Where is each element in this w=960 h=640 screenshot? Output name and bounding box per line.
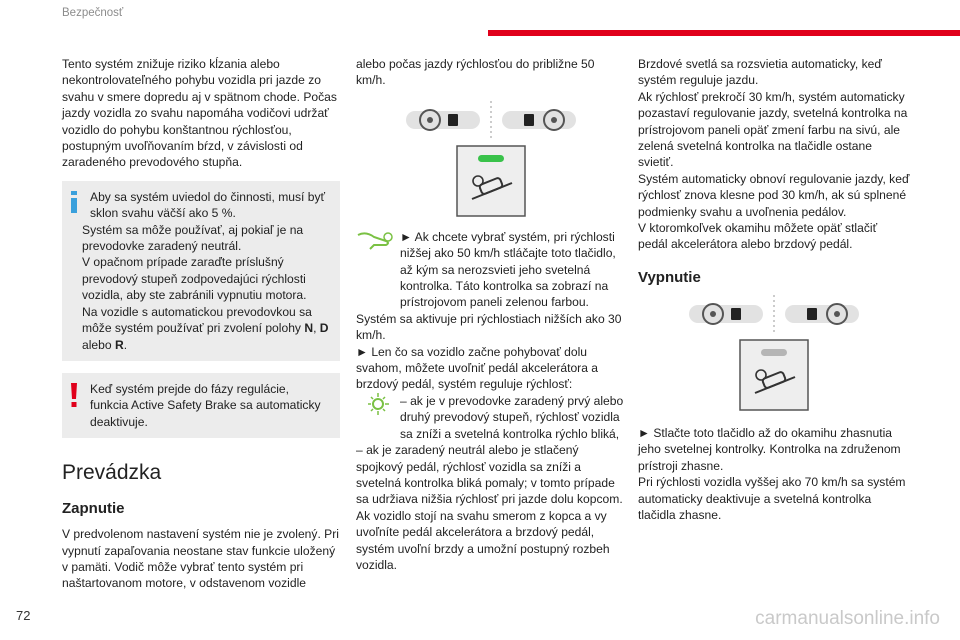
step-activate-text: ► Ak chcete vybrať systém, pri rýchlosti nižšej ako 50 km/h stláčajte toto tlačidlo, až kým sa nerozsvieti jeho svetelná kontrolka. Táto kontrolka sa zobrazí na prístrojovom paneli zelenou farbou. [400, 229, 616, 310]
steering-wheel-right-icon [500, 103, 578, 137]
hill-descent-button-off-icon [739, 339, 809, 411]
blinking-light-icon [356, 393, 396, 419]
step-activate [356, 229, 626, 311]
over-30-text: Ak rýchlosť prekročí 30 km/h, systém automaticky pozastaví regulovanie jazdy, svetelná kontrolka na prístrojovom paneli opäť zmení farbu na sivú, ale zelená svetelná kontrolka na tlačidle ostane svietiť. [638, 89, 908, 170]
activation-speed-text: Systém sa aktivuje pri rýchlostiach nižších ako 30 km/h. [356, 311, 622, 343]
hdc-button-on-figure [356, 145, 626, 217]
gear-n: N [304, 321, 314, 336]
dash-first-gear-text: – ak je v prevodovke zaradený prvý alebo druhý prevodový stupeň, rýchlosť vozidla sa zníži a svetelná kontrolka rýchlo bliká, [400, 393, 624, 441]
brake-lights-text: Brzdové svetlá sa rozsvietia automaticky, keď systém reguluje jazdu. [638, 57, 882, 88]
steering-wheel-left-icon [404, 103, 482, 137]
info-note [62, 181, 340, 361]
figure-divider [490, 101, 492, 139]
dash-neutral-text: – ak je zaradený neutrál alebo je stlačený spojkový pedál, rýchlosť vozidla sa zníži a svetelná kontrolka bliká pomaly; v tomto prípade sa udržiava nižšia rýchlosť pri jazde dolu kopcom. [356, 443, 623, 507]
steering-wheel-left-icon [687, 297, 765, 331]
warning-note-text: Keď systém prejde do fázy regulácie, funkcia Active Safety Brake sa automaticky deaktivuje. [90, 381, 321, 429]
info-icon [70, 191, 78, 217]
info-note-line4-text: Na vozidle s automatickou prevodovkou sa môže systém používať pri zvolení polohy [82, 304, 312, 336]
sep-period: . [123, 337, 128, 352]
warning-icon [70, 383, 78, 411]
gear-d: D [319, 321, 329, 336]
press-finger-icon [356, 229, 396, 255]
switch-on-paragraph: V predvolenom nastavení systém nie je zvolený. Pri vypnutí zapaľovania neostane stav funkcie uložený v pamäti. Vodič môže vybrať tento systém pri naštartovanom motore, v odstavenom vozidle [62, 527, 339, 591]
speed-continuation: alebo počas jazdy rýchlosťou do približne 50 km/h. [356, 57, 595, 88]
hill-descent-button-icon [456, 145, 526, 217]
steering-wheel-controls-figure-2 [638, 295, 910, 333]
section-title: Bezpečnosť [62, 7, 124, 19]
header-accent-bar [488, 30, 960, 36]
sep-or: alebo [82, 337, 115, 352]
info-note-line1: Aby sa systém uviedol do činnosti, musí byť sklon svahu väčší ako 5 %. [90, 189, 326, 221]
switch-off-step-text: ► Stlačte toto tlačidlo až do okamihu zhasnutia jeho svetelnej kontrolky. Kontrolka na združenom prístroji zhasne. [638, 425, 901, 473]
info-note-line4 [82, 304, 330, 353]
resume-text: Systém automaticky obnoví regulovanie jazdy, keď rýchlosť znova klesne pod 30 km/h, ak sú splnené podmienky svahu a uvoľnenia pedálov. [638, 171, 910, 219]
steering-wheel-right-icon [783, 297, 861, 331]
column-left [62, 56, 340, 592]
watermark: carmanualsonline.info [755, 608, 940, 629]
heading-switch-on: Zapnutie [62, 500, 125, 518]
sep-comma: , [313, 321, 320, 336]
step-release-text: ► Len čo sa vozidlo začne pohybovať dolu svahom, môžete uvoľniť pedál akcelerátora a brzdový pedál, systém reguluje rýchlosť: [356, 344, 599, 392]
uphill-release-text: Ak vozidlo stojí na svahu smerom z kopca a vy uvoľníte pedál akcelerátora a brzdový pedál, systém uvoľní brzdy a umožní postupný rozbeh vozidla. [356, 508, 610, 572]
info-note-line2: Systém sa môže používať, aj pokiaľ je na prevodovke zaradený neutrál. [82, 222, 304, 254]
column-middle [356, 56, 626, 573]
intro-paragraph: Tento systém znižuje riziko kĺzania alebo nekontrolovateľného pohybu vozidla pri jazde zo svahu v smere dopredu aj v spätnom chode. Počas jazdy vozidla zo svahu napomáha vodičovi udržať vozidlo do pohybu konštantnou rýchlosťou, postupným uvoľňovaním bŕzd, v závislosti od zaradeného prevodového stupňa. [62, 57, 337, 170]
override-text: V ktoromkoľvek okamihu môžete opäť stlačiť pedál akcelerátora alebo brzdový pedál. [638, 221, 878, 252]
over-70-text: Pri rýchlosti vozidla vyššej ako 70 km/h sa systém automaticky deaktivuje a svetelná kontrolka tlačidla zhasne. [638, 475, 906, 522]
gear-r: R [114, 337, 124, 352]
info-note-line3: V opačnom prípade zaraďte príslušný prevodový stupeň zodpovedajúci rýchlosti vozidla, aby ste zabránili vypnutiu motora. [82, 255, 307, 303]
warning-note [62, 373, 340, 438]
hdc-button-off-figure [638, 339, 910, 411]
heading-switch-off: Vypnutie [638, 268, 701, 286]
heading-operation: Prevádzka [62, 461, 162, 485]
step-dash-first-gear [356, 393, 626, 442]
figure-divider [773, 295, 775, 333]
column-right [638, 56, 910, 523]
page-number: 72 [16, 608, 31, 623]
steering-wheel-controls-figure [356, 101, 626, 139]
